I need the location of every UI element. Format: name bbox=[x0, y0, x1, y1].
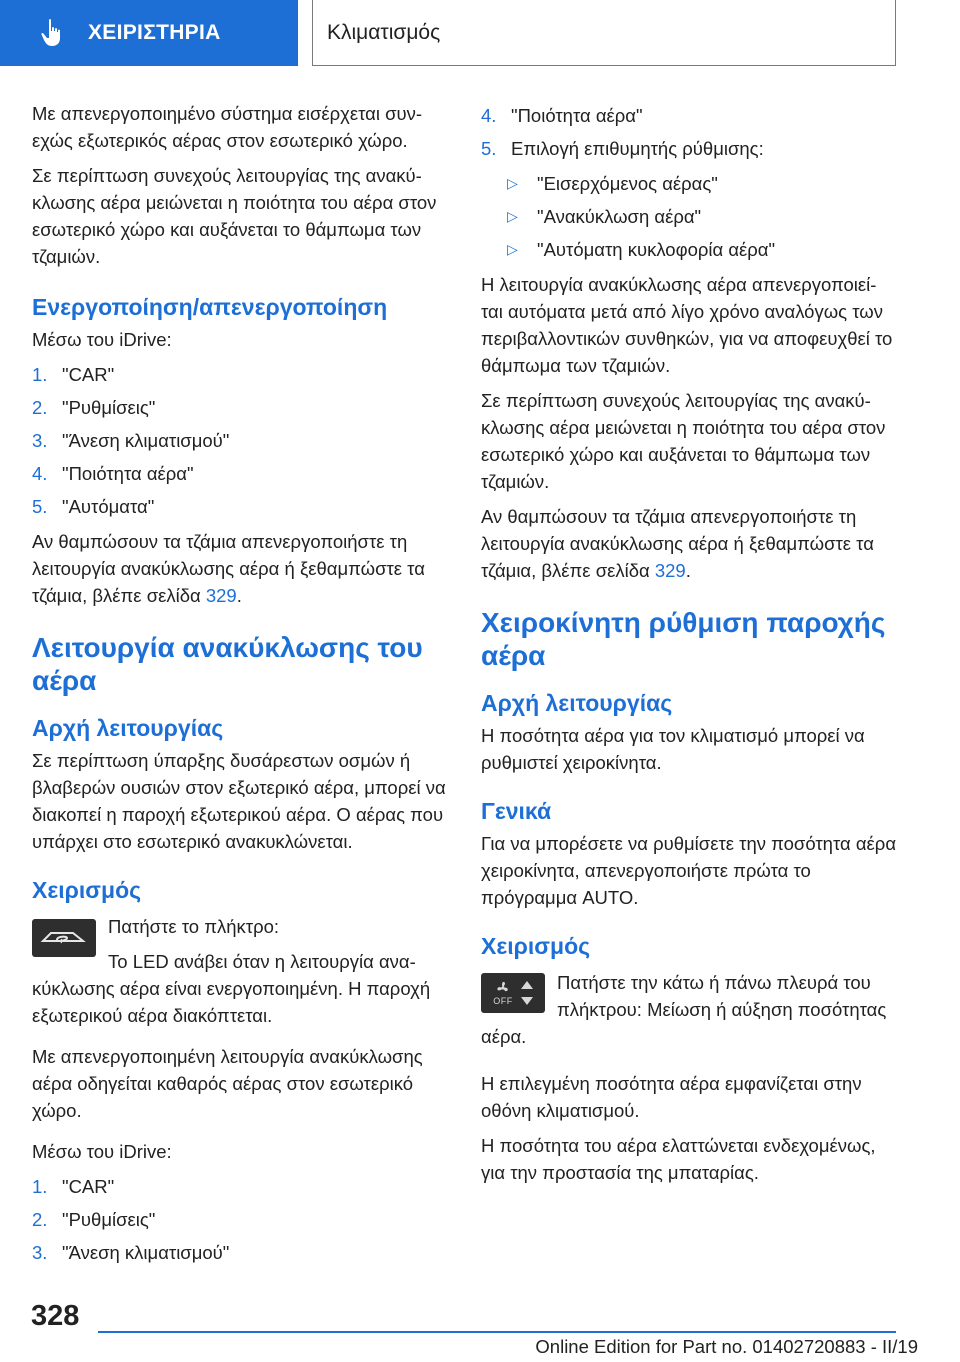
step-number: 2. bbox=[32, 397, 48, 418]
edition-note: Online Edition for Part no. 01402720883 - II/19 bbox=[535, 1336, 918, 1357]
list-item bbox=[32, 427, 452, 454]
section-label: ΧΕΙΡΙΣΤΗΡΙΑ bbox=[88, 21, 221, 44]
list-item bbox=[481, 135, 901, 162]
heading-recirculation: Λειτουργία ανακύκλωσης του αέρα bbox=[32, 632, 423, 696]
list-item bbox=[32, 394, 452, 421]
step-list bbox=[32, 361, 452, 520]
button-instruction bbox=[32, 913, 452, 1037]
list-item bbox=[481, 203, 901, 230]
heading-general: Γενικά bbox=[481, 798, 552, 824]
triangle-bullet-icon: ▷ bbox=[507, 175, 518, 191]
step-number: 4. bbox=[32, 463, 48, 484]
paragraph: Για να μπορέσετε να ρυθμίσετε την ποσότητα αέρα χειροκίνητα, απενεργοποιήστε πρώτα το πρόγραμμα AUTO. bbox=[481, 833, 897, 908]
paragraph bbox=[32, 528, 452, 609]
paragraph: Πατήστε την κάτω ή πάνω πλευρά του πλήκτρου: Μείωση ή αύξηση ποσότητας αέρα. bbox=[481, 972, 887, 1047]
heading-manual-airflow: Χειροκίνητη ρύθμιση παροχής αέρα bbox=[481, 607, 886, 671]
page-link[interactable]: 329 bbox=[205, 585, 237, 606]
step-number: 5. bbox=[481, 138, 497, 159]
step-number: 1. bbox=[32, 364, 48, 385]
step-text: "CAR" bbox=[62, 1176, 115, 1197]
step-text: "Ποιότητα αέρα" bbox=[62, 463, 194, 484]
step-list bbox=[481, 102, 901, 162]
option-text: "Αυτόματη κυκλοφορία αέρα" bbox=[537, 239, 776, 260]
step-text: "CAR" bbox=[62, 364, 115, 385]
chapter-title: Κλιματισμός bbox=[312, 0, 896, 66]
right-column bbox=[481, 100, 901, 1194]
left-column bbox=[32, 100, 452, 1274]
step-list bbox=[32, 1173, 452, 1266]
paragraph-text: Αν θαμπώσουν τα τζάμια απενεργοποιήστε τη λειτουργία ανακύκλωσης αέρα ή ξεθαμπώστε τα τζάμια, βλέπε σελίδα bbox=[32, 531, 425, 606]
triangle-bullet-icon: ▷ bbox=[507, 241, 518, 257]
list-item bbox=[32, 1173, 452, 1200]
step-text: "Ρυθμίσεις" bbox=[62, 1209, 156, 1230]
list-item bbox=[481, 236, 901, 263]
button-instruction bbox=[481, 969, 901, 1064]
paragraph: Το LED ανάβει όταν η λειτουργία ανα‐ κύκλωσης αέρα είναι ενεργοποιημένη. Η παροχή εξωτερικού αέρα διακόπτεται. bbox=[32, 951, 431, 1026]
step-number: 5. bbox=[32, 496, 48, 517]
option-list bbox=[481, 170, 901, 263]
section-tab[interactable] bbox=[0, 0, 298, 66]
heading-principle: Αρχή λειτουργίας bbox=[481, 690, 673, 716]
arrow-up-icon bbox=[521, 981, 533, 989]
paragraph: Σε περίπτωση ύπαρξης δυσάρεστων οσμών ή βλαβερών ουσιών στον εξωτερικό αέρα, μπορεί να διακοπεί η παροχή εξωτερικού αέρα. Ο αέρας που υπάρχει στο εσωτερικό ανακυκλώνεται. bbox=[32, 750, 446, 852]
paragraph: Πατήστε το πλήκτρο: bbox=[108, 916, 280, 937]
step-number: 3. bbox=[32, 430, 48, 451]
recirculation-car-icon bbox=[39, 925, 89, 951]
paragraph: Μέσω του iDrive: bbox=[32, 1141, 172, 1162]
fan-icon bbox=[494, 980, 512, 996]
heading-activation: Ενεργοποίηση/απενεργοποίηση bbox=[32, 294, 388, 320]
list-item bbox=[32, 493, 452, 520]
paragraph: Με απενεργοποιημένη λειτουργία ανακύκλωσης αέρα οδηγείται καθαρός αέρας στον εσωτερικό χώρο. bbox=[32, 1046, 423, 1121]
paragraph: Η επιλεγμένη ποσότητα αέρα εμφανίζεται στην οθόνη κλιματισμού. bbox=[481, 1073, 862, 1121]
list-item bbox=[32, 1239, 452, 1266]
step-text: "Αυτόματα" bbox=[62, 496, 155, 517]
step-text: "Ρυθμίσεις" bbox=[62, 397, 156, 418]
list-item bbox=[481, 102, 901, 129]
list-item bbox=[32, 1206, 452, 1233]
hand-pointer-icon bbox=[40, 18, 66, 48]
step-number: 4. bbox=[481, 105, 497, 126]
recirculation-button-image bbox=[32, 919, 96, 957]
paragraph-text: Αν θαμπώσουν τα τζάμια απενεργοποιήστε τη λειτουργία ανακύκλωσης αέρα ή ξεθαμπώστε τα τζάμια, βλέπε σελίδα bbox=[481, 506, 874, 581]
paragraph: Η ποσότητα του αέρα ελαττώνεται ενδεχομένως, για την προστασία της μπαταρίας. bbox=[481, 1135, 876, 1183]
option-text: "Ανακύκλωση αέρα" bbox=[537, 206, 702, 227]
step-text: "Άνεση κλιματισμού" bbox=[62, 430, 230, 451]
off-label: OFF bbox=[493, 996, 513, 1006]
heading-principle: Αρχή λειτουργίας bbox=[32, 715, 224, 741]
paragraph: Μέσω του iDrive: bbox=[32, 329, 172, 350]
paragraph-text: . bbox=[236, 585, 242, 606]
paragraph bbox=[481, 503, 901, 584]
paragraph: Η ποσότητα αέρα για τον κλιματισμό μπορεί να ρυθμιστεί χειροκίνητα. bbox=[481, 725, 865, 773]
page-number: 328 bbox=[31, 1300, 80, 1332]
page-link[interactable]: 329 bbox=[654, 560, 686, 581]
step-number: 2. bbox=[32, 1209, 48, 1230]
heading-operation: Χειρισμός bbox=[32, 877, 142, 903]
paragraph: Σε περίπτωση συνεχούς λειτουργίας της ανακύ‐ κλωσης αέρα μειώνεται η ποιότητα του αέρα στον εσωτερικό χώρο και αυξάνεται το θάμπωμα των τζαμιών. bbox=[481, 390, 886, 492]
paragraph-text: . bbox=[685, 560, 691, 581]
step-text: "Ποιότητα αέρα" bbox=[511, 105, 643, 126]
footer-divider bbox=[98, 1331, 896, 1333]
step-number: 3. bbox=[32, 1242, 48, 1263]
step-text: Επιλογή επιθυμητής ρύθμισης: bbox=[511, 138, 764, 159]
option-text: "Εισερχόμενος αέρας" bbox=[537, 173, 718, 194]
list-item bbox=[32, 460, 452, 487]
heading-operation: Χειρισμός bbox=[481, 933, 591, 959]
step-number: 1. bbox=[32, 1176, 48, 1197]
list-item bbox=[481, 170, 901, 197]
list-item bbox=[32, 361, 452, 388]
paragraph: Η λειτουργία ανακύκλωσης αέρα απενεργοποιεί‐ ται αυτόματα μετά από λίγο χρόνο αναλόγως των περιβαλλοντικών συνθηκών, για να αποφευχθεί το θάμπωμα των τζαμιών. bbox=[481, 274, 893, 376]
page-header bbox=[0, 0, 960, 66]
arrow-down-icon bbox=[521, 997, 533, 1005]
triangle-bullet-icon: ▷ bbox=[507, 208, 518, 224]
paragraph: Με απενεργοποιημένο σύστημα εισέρχεται συν‐ εχώς εξωτερικός αέρας στον εσωτερικό χώρο. bbox=[32, 103, 423, 151]
paragraph: Σε περίπτωση συνεχούς λειτουργίας της ανακύ‐ κλωσης αέρα μειώνεται η ποιότητα του αέρα στον εσωτερικό χώρο και αυξάνεται το θάμπωμα των τζαμιών. bbox=[32, 165, 437, 267]
step-text: "Άνεση κλιματισμού" bbox=[62, 1242, 230, 1263]
fan-button-image bbox=[481, 973, 545, 1013]
